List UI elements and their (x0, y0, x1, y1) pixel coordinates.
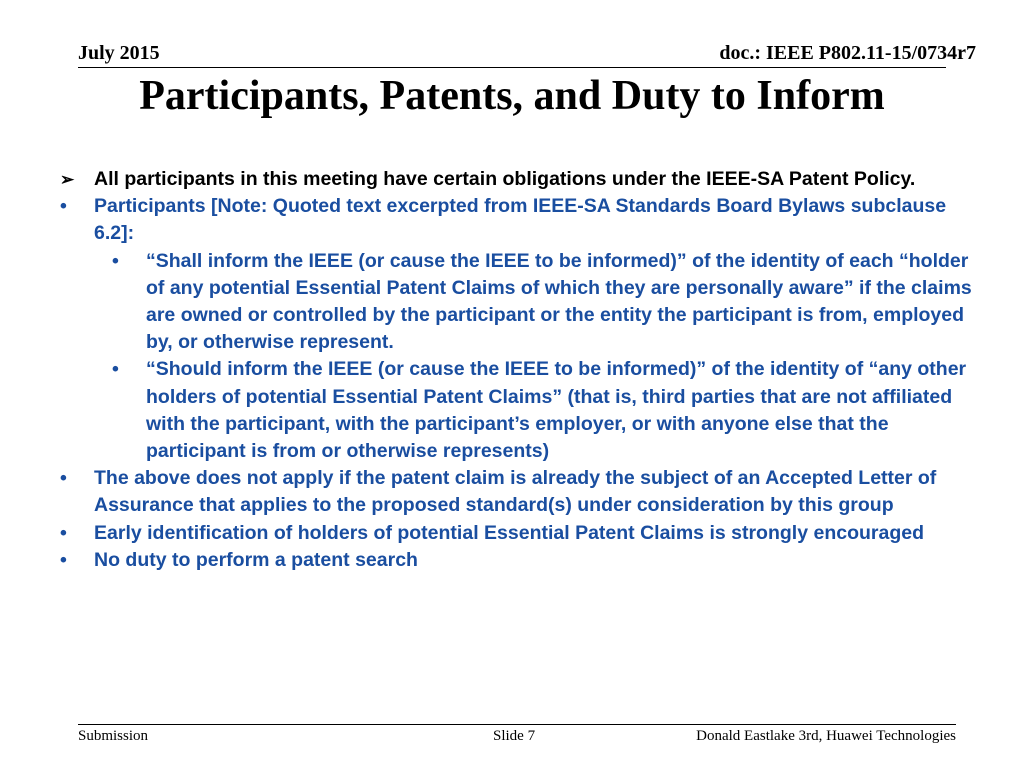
footer-author: Donald Eastlake 3rd, Huawei Technologies (696, 728, 956, 744)
bullet-text: Participants [Note: Quoted text excerpted from IEEE-SA Standards Board Bylaws subclause 6.2]: (94, 195, 947, 245)
arrow-bullet-icon: ➢ (60, 170, 75, 189)
bullet-text: The above does not apply if the patent claim is already the subject of an Accepted Letter of Assurance that applies to the proposed standard(s) under consideration by this group (94, 467, 937, 517)
bullet-participants (0, 193, 974, 247)
sub-bullet-shall-inform (0, 248, 972, 357)
bullet-text: “Should inform the IEEE (or cause the IEEE to be informed)” of the identity of “any other holders of potential Essential Patent Claims” (that is, third parties that are not affiliated with the participant, with the participant’s employer, or with anyone else that the participant is from or otherwise represents) (146, 358, 967, 463)
bullet-text: No duty to perform a patent search (94, 548, 418, 571)
bullet-early-identification (0, 520, 974, 547)
bullet-icon: • (60, 548, 67, 571)
bullet-icon: • (60, 195, 67, 218)
bullet-no-duty (0, 547, 974, 574)
bullet-text: “Shall inform the IEEE (or cause the IEEE to be informed)” of the identity of each “holder of any potential Essential Patent Claims of which they are personally aware” if the claims are owned or controlled by the participant or the entity the participant is from, employed by, or otherwise represent. (146, 249, 972, 354)
slide-title: Participants, Patents, and Duty to Inform (139, 73, 885, 119)
bullet-does-not-apply (0, 465, 974, 519)
footer-submission: Submission (78, 728, 149, 744)
bullet-text: Early identification of holders of potential Essential Patent Claims is strongly encouraged (94, 521, 924, 544)
bullet-icon: • (60, 467, 67, 490)
bullet-icon: • (112, 249, 119, 272)
slide-body (0, 166, 1024, 574)
bullet-icon: • (60, 521, 67, 544)
bullet-icon: • (112, 358, 119, 381)
footer-slide-number: Slide 7 (493, 728, 536, 744)
bullet-obligations (0, 166, 974, 193)
sub-bullet-should-inform (0, 356, 972, 465)
bullet-text: All participants in this meeting have certain obligations under the IEEE-SA Patent Policy. (94, 168, 916, 190)
header-date: July 2015 (78, 42, 160, 64)
footer-divider (78, 724, 956, 725)
header-doc-id: doc.: IEEE P802.11-15/0734r7 (719, 42, 976, 64)
header-divider (78, 67, 946, 68)
